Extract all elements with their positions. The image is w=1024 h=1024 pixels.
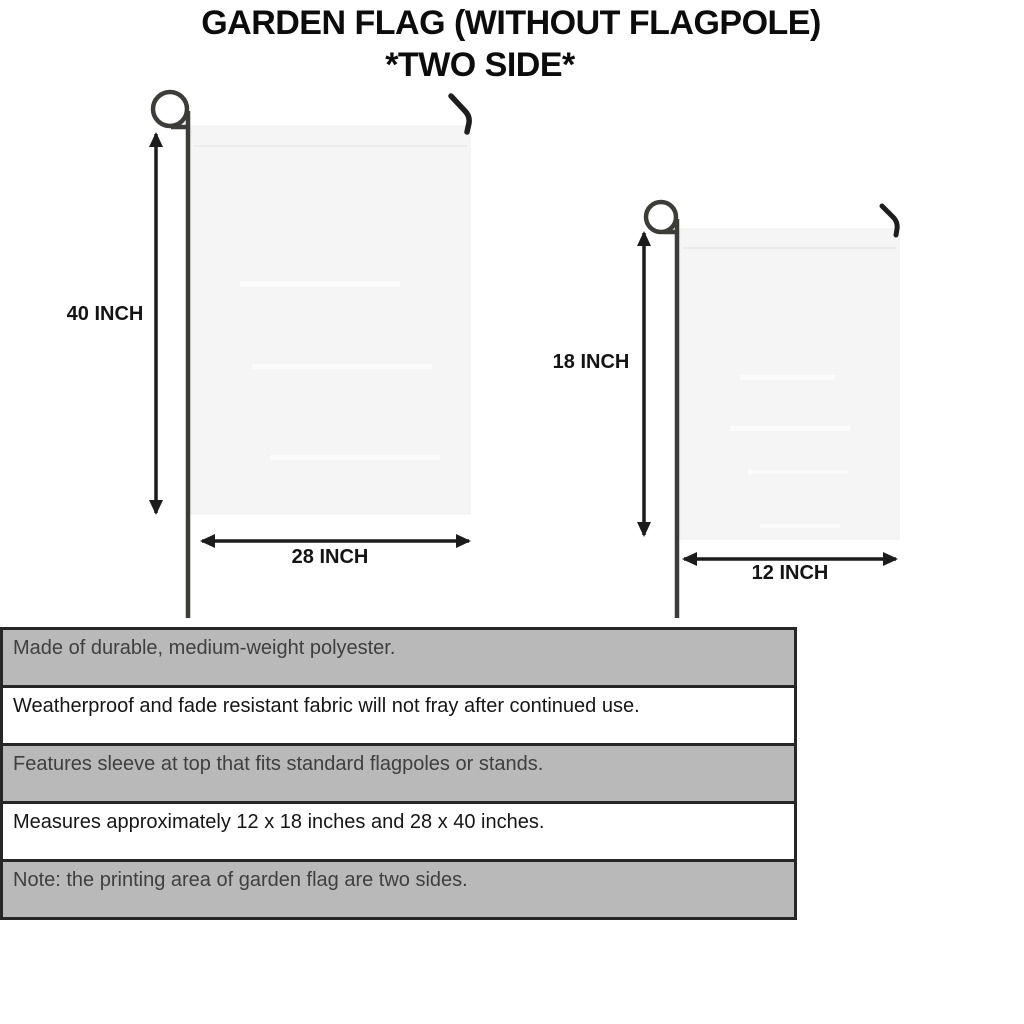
feature-row-weatherproof	[3, 685, 794, 743]
large-flag-diagram	[153, 92, 470, 618]
feature-row-sleeve	[3, 743, 794, 801]
page-title-line1: GARDEN FLAG (WITHOUT FLAGPOLE)	[201, 4, 821, 42]
feature-row-note	[3, 859, 794, 917]
page-title-line2: *TWO SIDE*	[385, 46, 575, 84]
feature-text: Features sleeve at top that fits standard flagpoles or stands.	[13, 753, 544, 775]
features-table	[0, 627, 797, 920]
large-flag-width-label: 28 INCH	[291, 546, 369, 568]
small-flag-canvas	[680, 229, 899, 539]
feature-row-measures	[3, 801, 794, 859]
feature-row-material	[3, 630, 794, 685]
feature-text: Note: the printing area of garden flag are two sides.	[13, 869, 468, 891]
small-flag-diagram	[644, 202, 899, 618]
feature-text: Measures approximately 12 x 18 inches and 28 x 40 inches.	[13, 811, 545, 833]
small-flagpole-loop	[646, 202, 676, 232]
large-flagpole-loop	[153, 92, 187, 126]
feature-text: Weatherproof and fade resistant fabric will not fray after continued use.	[13, 695, 640, 717]
large-flag-height-label: 40 INCH	[66, 303, 144, 325]
small-flag-height-label: 18 INCH	[552, 351, 630, 373]
small-flag-width-label: 12 INCH	[751, 562, 829, 584]
feature-text: Made of durable, medium-weight polyester.	[13, 637, 396, 659]
